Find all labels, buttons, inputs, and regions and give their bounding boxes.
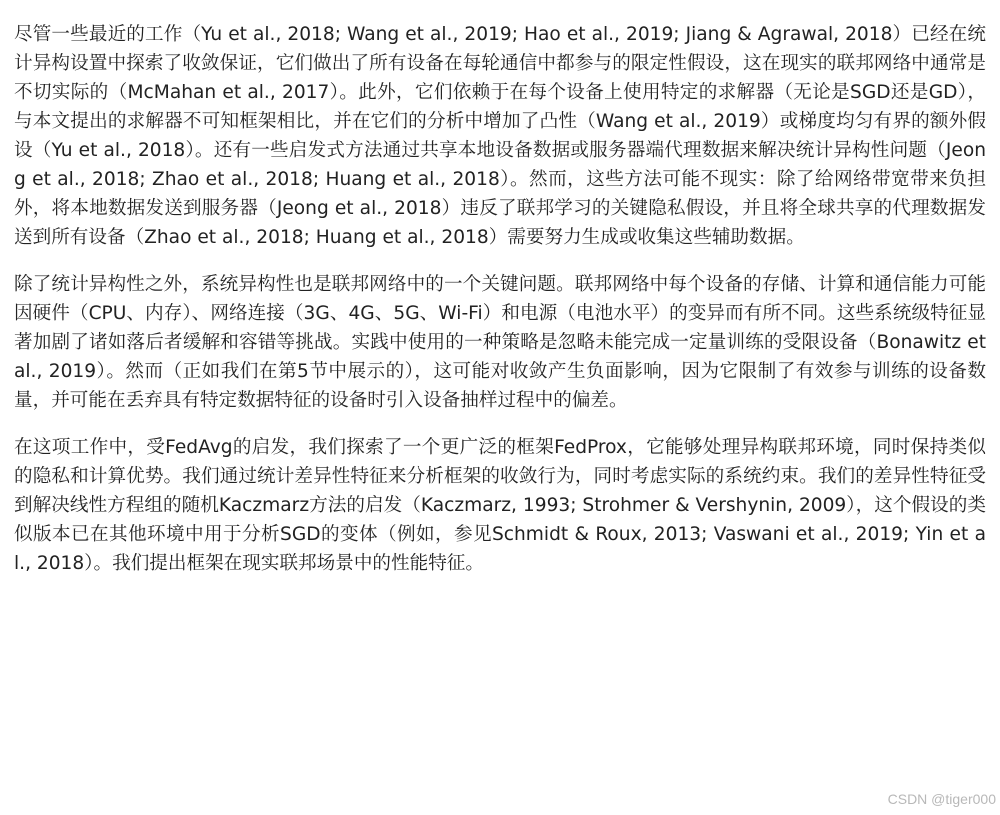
paragraph-systems-heterogeneity: 除了统计异构性之外，系统异构性也是联邦网络中的一个关键问题。联邦网络中每个设备的存储、计算和通信能力可能因硬件（CPU、内存）、网络连接（3G、4G、5G、Wi-Fi）和电源（电池水平）的变异而有所不同。这些系统级特征显著加剧了诸如落后者缓解和容错等挑战。实践中使用的一种策略是忽略未能完成一定量训练的受限设备（Bonawitz et al., 2019）。然而（正如我们在第5节中展示的），这可能对收敛产生负面影响，因为它限制了有效参与训练的设备数量，并可能在丢弃具有特定数据特征的设备时引入设备抽样过程中的偏差。 [14,274,986,411]
article-body [14,20,986,578]
paragraph-statistical-heterogeneity: 尽管一些最近的工作（Yu et al., 2018; Wang et al., 2019; Hao et al., 2019; Jiang & Agrawal, 2018）已经在统计异构设置中探索了收敛保证，它们做出了所有设备在每轮通信中都参与的限定性假设，这在现实的联邦网络中通常是不切实际的（McMahan et al., 2017）。此外，它们依赖于在每个设备上使用特定的求解器（无论是SGD还是GD），与本文提出的求解器不可知框架相比，并在它们的分析中增加了凸性（Wang et al., 2019）或梯度均匀有界的额外假设（Yu et al., 2018）。还有一些启发式方法通过共享本地设备数据或服务器端代理数据来解决统计异构性问题（Jeong et al., 2018; Zhao et al., 2018; Huang et al., 2018）。然而，这些方法可能不现实：除了给网络带宽带来负担外，将本地数据发送到服务器（Jeong et al., 2018）违反了联邦学习的关键隐私假设，并且将全球共享的代理数据发送到所有设备（Zhao et al., 2018; Huang et al., 2018）需要努力生成或收集这些辅助数据。 [14,24,986,248]
csdn-watermark: CSDN @tiger000 [887,791,996,807]
paragraph-fedprox-contribution: 在这项工作中，受FedAvg的启发，我们探索了一个更广泛的框架FedProx，它能够处理异构联邦环境，同时保持类似的隐私和计算优势。我们通过统计差异性特征来分析框架的收敛行为，同时考虑实际的系统约束。我们的差异性特征受到解决线性方程组的随机Kaczmarz方法的启发（Kaczmarz, 1993; Strohmer & Vershynin, 2009），这个假设的类似版本已在其他环境中用于分析SGD的变体（例如，参见Schmidt & Roux, 2013; Vaswani et al., 2019; Yin et al., 2018）。我们提出框架在现实联邦场景中的性能特征。 [14,437,986,574]
